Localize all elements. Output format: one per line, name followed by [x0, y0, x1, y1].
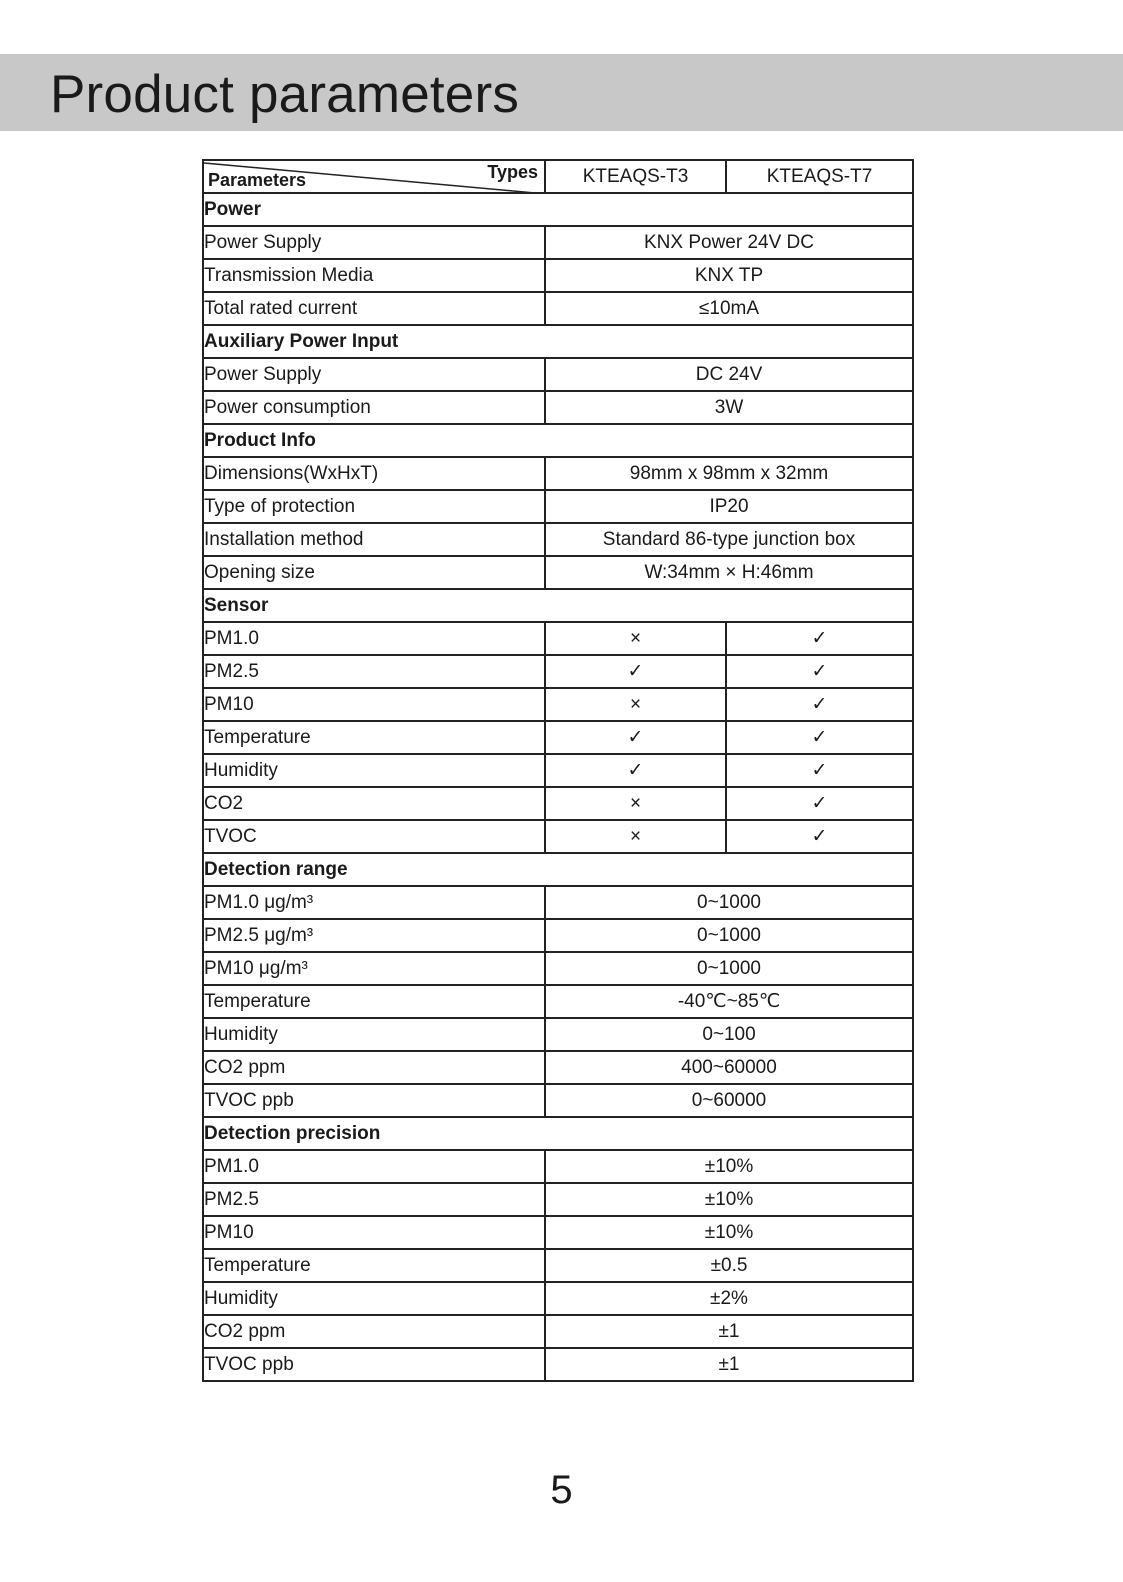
row-label: CO2 ppm — [203, 1051, 545, 1084]
table-row — [203, 655, 913, 688]
row-label: PM10 μg/m³ — [203, 952, 545, 985]
row-label: Humidity — [203, 754, 545, 787]
row-value: IP20 — [545, 490, 913, 523]
row-label: TVOC ppb — [203, 1084, 545, 1117]
t7-mark: ✓ — [726, 721, 913, 754]
row-label: Temperature — [203, 1249, 545, 1282]
table-row — [203, 1150, 913, 1183]
row-value: ±10% — [545, 1150, 913, 1183]
row-label: Total rated current — [203, 292, 545, 325]
section-title-power: Power — [203, 193, 913, 226]
table-row — [203, 1315, 913, 1348]
section-title-range: Detection range — [203, 853, 913, 886]
section-title-aux: Auxiliary Power Input — [203, 325, 913, 358]
row-value: KNX TP — [545, 259, 913, 292]
table-row — [203, 787, 913, 820]
section-title-precision: Detection precision — [203, 1117, 913, 1150]
table-row — [203, 952, 913, 985]
table-row — [203, 820, 913, 853]
row-label: PM1.0 — [203, 622, 545, 655]
table-row — [203, 292, 913, 325]
table-row — [203, 226, 913, 259]
t7-mark: ✓ — [726, 655, 913, 688]
table-row — [203, 1348, 913, 1381]
section-row — [203, 853, 913, 886]
table-row — [203, 1018, 913, 1051]
table-row — [203, 490, 913, 523]
table-row — [203, 556, 913, 589]
section-title-info: Product Info — [203, 424, 913, 457]
row-value: 0~100 — [545, 1018, 913, 1051]
row-value: ±10% — [545, 1216, 913, 1249]
row-value: ±0.5 — [545, 1249, 913, 1282]
table-row — [203, 688, 913, 721]
t3-mark: ✓ — [545, 721, 726, 754]
table-row — [203, 985, 913, 1018]
table-row — [203, 523, 913, 556]
title-banner — [0, 54, 1123, 131]
row-value: ±2% — [545, 1282, 913, 1315]
section-row — [203, 325, 913, 358]
row-label: Humidity — [203, 1018, 545, 1051]
row-value: 0~1000 — [545, 919, 913, 952]
row-value: DC 24V — [545, 358, 913, 391]
t7-mark: ✓ — [726, 787, 913, 820]
table-row — [203, 1051, 913, 1084]
model-header-t3: KTEAQS-T3 — [545, 160, 726, 193]
row-label: PM2.5 μg/m³ — [203, 919, 545, 952]
table-row — [203, 391, 913, 424]
row-value: W:34mm × H:46mm — [545, 556, 913, 589]
row-value: -40℃~85℃ — [545, 985, 913, 1018]
row-label: PM1.0 μg/m³ — [203, 886, 545, 919]
table-row — [203, 721, 913, 754]
t7-mark: ✓ — [726, 820, 913, 853]
row-value: 0~1000 — [545, 952, 913, 985]
header-diagonal-cell — [203, 160, 545, 193]
row-value: 0~1000 — [545, 886, 913, 919]
row-label: CO2 ppm — [203, 1315, 545, 1348]
row-label: Power consumption — [203, 391, 545, 424]
t7-mark: ✓ — [726, 754, 913, 787]
page-title: Product parameters — [50, 65, 520, 124]
t3-mark: × — [545, 688, 726, 721]
row-label: Type of protection — [203, 490, 545, 523]
table-row — [203, 1282, 913, 1315]
table-row — [203, 1216, 913, 1249]
row-label: PM10 — [203, 1216, 545, 1249]
row-value: KNX Power 24V DC — [545, 226, 913, 259]
row-label: Power Supply — [203, 358, 545, 391]
section-row — [203, 589, 913, 622]
table-row — [203, 1249, 913, 1282]
row-label: TVOC ppb — [203, 1348, 545, 1381]
row-label: Power Supply — [203, 226, 545, 259]
row-value: ±1 — [545, 1348, 913, 1381]
header-row — [203, 160, 913, 193]
row-label: PM1.0 — [203, 1150, 545, 1183]
row-label: PM2.5 — [203, 655, 545, 688]
row-value: 400~60000 — [545, 1051, 913, 1084]
parameters-label: Parameters — [208, 170, 307, 190]
row-label: CO2 — [203, 787, 545, 820]
row-label: Dimensions(WxHxT) — [203, 457, 545, 490]
table-row — [203, 457, 913, 490]
section-row — [203, 1117, 913, 1150]
row-value: ±1 — [545, 1315, 913, 1348]
table-row — [203, 1084, 913, 1117]
table-row — [203, 886, 913, 919]
row-label: Transmission Media — [203, 259, 545, 292]
t7-mark: ✓ — [726, 622, 913, 655]
t7-mark: ✓ — [726, 688, 913, 721]
row-value: 98mm x 98mm x 32mm — [545, 457, 913, 490]
row-label: Humidity — [203, 1282, 545, 1315]
row-label: Temperature — [203, 985, 545, 1018]
row-value: Standard 86-type junction box — [545, 523, 913, 556]
parameters-table — [202, 159, 914, 1382]
row-label: Installation method — [203, 523, 545, 556]
table-row — [203, 754, 913, 787]
t3-mark: × — [545, 622, 726, 655]
row-value: ≤10mA — [545, 292, 913, 325]
table-row — [203, 919, 913, 952]
types-label: Types — [487, 162, 538, 182]
row-label: PM2.5 — [203, 1183, 545, 1216]
t3-mark: ✓ — [545, 754, 726, 787]
row-label: Opening size — [203, 556, 545, 589]
table-row — [203, 1183, 913, 1216]
table-row — [203, 259, 913, 292]
section-title-sensor: Sensor — [203, 589, 913, 622]
row-label: PM10 — [203, 688, 545, 721]
t3-mark: ✓ — [545, 655, 726, 688]
row-value: ±10% — [545, 1183, 913, 1216]
row-label: Temperature — [203, 721, 545, 754]
row-value: 0~60000 — [545, 1084, 913, 1117]
row-value: 3W — [545, 391, 913, 424]
page-number: 5 — [550, 1468, 573, 1512]
section-row — [203, 193, 913, 226]
t3-mark: × — [545, 787, 726, 820]
table-row — [203, 622, 913, 655]
table-row — [203, 358, 913, 391]
row-label: TVOC — [203, 820, 545, 853]
t3-mark: × — [545, 820, 726, 853]
section-row — [203, 424, 913, 457]
model-header-t7: KTEAQS-T7 — [726, 160, 913, 193]
